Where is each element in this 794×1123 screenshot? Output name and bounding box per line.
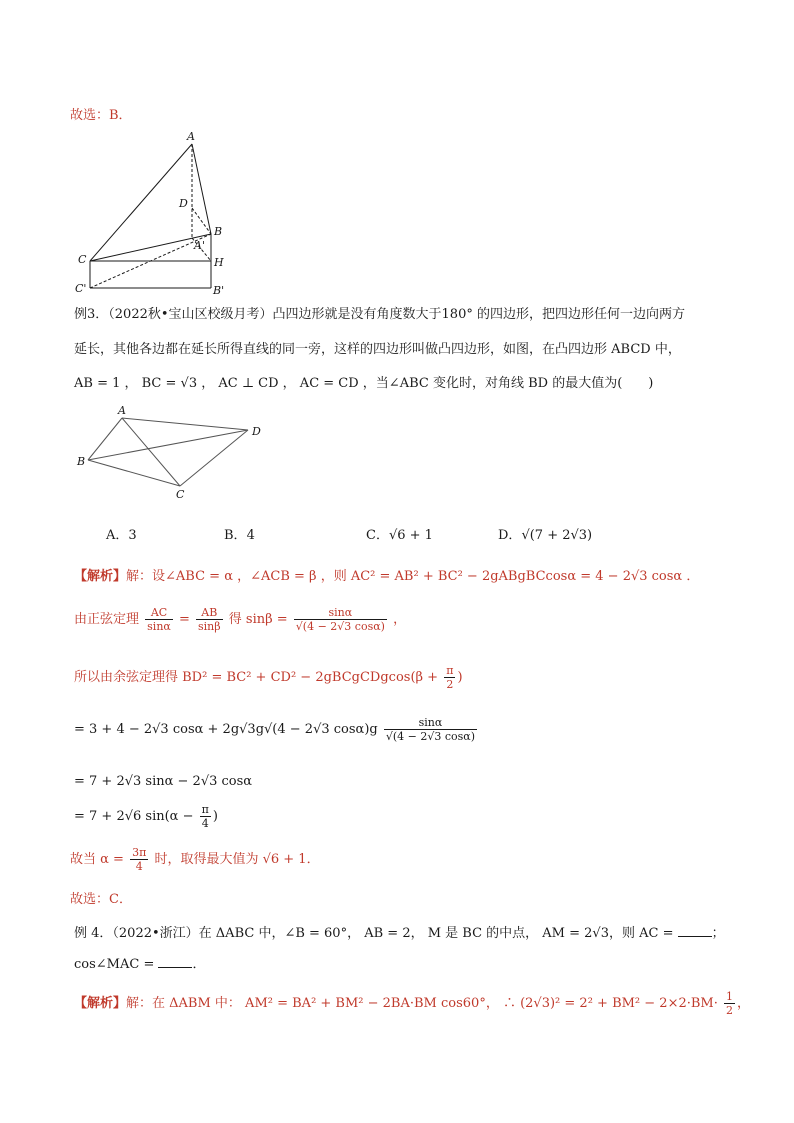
option-a — [106, 524, 137, 543]
label-b: B — [214, 225, 223, 238]
solution-line5: = 7 + 2√3 sinα − 2√3 cosα — [74, 774, 253, 789]
frac-sinb: $\frac{\sin\alpha}{√(4 - 2√3 \cos\alpha)}$ — [295, 606, 385, 633]
solution-line8: 故选：C． — [70, 892, 132, 907]
ex4-solution: 【解析】解：在 ΔABM 中： AM² = BA² + BM² − 2BA·BM cos60°， ∴ (2√3)² = 2² + BM² − 2×2·BM· $\frac{1}{2}$ ， — [74, 990, 751, 1017]
option-c-label: C． — [366, 528, 389, 543]
label-c: C — [176, 488, 185, 501]
s7-pre: 故当 α = — [70, 852, 124, 867]
blank-cos — [158, 955, 192, 968]
solution-line4 — [74, 716, 479, 743]
solution-line2: 由正弦定理 $\frac{AC}{\sin\alpha}$ = $\frac{AB}{\sin\beta}$ 得 sinβ = $\frac{\sin\alpha}{√(4 - 2√3 \cos\alpha)}$ ， — [74, 606, 407, 633]
label-ap: A' — [194, 239, 205, 252]
frac-pi-2: $\frac{\pi}{2}$ — [446, 664, 454, 691]
ex4-line2-text: cos∠MAC = — [74, 957, 155, 972]
blank-ac — [678, 924, 712, 937]
option-d-value: √(7 + 2√3) — [521, 528, 593, 543]
s4-pre: = 3 + 4 − 2√3 cosα + 2g√3g√(4 − 2√3 cosα)g — [74, 722, 378, 737]
option-b-label: B． — [224, 528, 247, 543]
edge-cd — [180, 430, 248, 486]
frac-ab-sinb: $\frac{AB}{\sin\beta}$ — [198, 606, 221, 633]
edge-cb — [90, 234, 211, 261]
s6-pre: = 7 + 2√6 sin(α − — [74, 809, 194, 824]
label-bp: B' — [213, 284, 225, 297]
solution-s1: 解：设∠ABC = α ，∠ACB = β ，则 AC² = AB² + BC² − 2gABgBCcosα = 4 − 2√3 cosα ． — [126, 569, 700, 584]
option-d — [498, 524, 592, 543]
frac-pi-4: $\frac{\pi}{4}$ — [201, 803, 209, 830]
ex3-line3: AB = 1 ， BC = √3 ， AC ⊥ CD ， AC = CD ，当∠ABC 变化时，对角线 BD 的最大值为( ) — [74, 376, 654, 391]
diag-bd — [88, 430, 248, 460]
option-c-value: √6 + 1 — [388, 528, 433, 543]
solution-line7 — [70, 846, 320, 873]
frac-1-2: $\frac{1}{2}$ — [726, 990, 734, 1017]
label-c: C — [78, 253, 87, 266]
option-a-value: 3 — [128, 528, 137, 543]
solution-line3: 所以由余弦定理得 BD² = BC² + CD² − 2gBCgCDgcos(β + $\frac{\pi}{2}$ ) — [74, 664, 463, 691]
label-a: A — [187, 130, 195, 143]
edge-ab — [88, 418, 122, 460]
s2-pre: 由正弦定理 — [74, 612, 140, 627]
label-h: H — [214, 256, 224, 269]
answer-b: 故选：B． — [70, 108, 132, 123]
edge-ac — [90, 144, 192, 261]
label-d: D — [252, 425, 261, 438]
ex4-line1-text: 例 4．（2022•浙江）在 ΔABC 中，∠B = 60°， AB = 2， M 是 BC 的中点， AM = 2√3，则 AC = — [74, 926, 674, 941]
option-b — [224, 524, 255, 543]
solution-line1 — [74, 565, 699, 584]
option-d-label: D． — [498, 528, 522, 543]
option-b-value: 4 — [246, 528, 255, 543]
label-cp: C' — [75, 282, 87, 295]
ex4-line2: cos∠MAC = ． — [74, 957, 206, 972]
frac-ac-sina: $\frac{AC}{\sin\alpha}$ — [147, 606, 171, 633]
edge-ad — [122, 418, 248, 430]
option-c — [366, 524, 433, 543]
edge-bc — [88, 460, 180, 486]
option-a-label: A． — [106, 528, 129, 543]
solution-tag: 【解析】 — [74, 569, 127, 584]
label-b: B — [77, 455, 86, 468]
ex4-line1: 例 4．（2022•浙江）在 ΔABC 中，∠B = 60°， AB = 2， M 是 BC 的中点， AM = 2√3，则 AC = ； — [74, 926, 725, 941]
ex3-line2: 延长，其他各边都在延长所得直线的同一旁，这样的四边形叫做凸四边形，如图，在凸四边形 ABCD 中， — [74, 342, 681, 357]
frac-sina-root: $\frac{\sin\alpha}{√(4 - 2√3 \cos\alpha)}$ — [385, 716, 476, 743]
ex3-line1: 例3．（2022秋•宝山区校级月考）凸四边形就是没有角度数大于180° 的四边形，把四边形任何一边向两方 — [74, 307, 685, 322]
solution-line6: = 7 + 2√6 sin(α − $\frac{\pi}{4}$ ) — [74, 803, 218, 830]
ex4-tag: 【解析】 — [74, 996, 127, 1011]
s7-post: 时，取得最大值为 √6 + 1． — [154, 852, 320, 867]
ex4-sol-pre: 解：在 ΔABM 中： AM² = BA² + BM² − 2BA·BM cos60°， ∴ (2√3)² = 2² + BM² − 2×2·BM· — [126, 996, 718, 1011]
figure-prism — [68, 128, 238, 298]
s3-pre: 所以由余弦定理得 BD² = BC² + CD² − 2gBCgCDgcos(β + — [74, 670, 439, 685]
frac-3pi-4: $\frac{3\pi}{4}$ — [132, 846, 147, 873]
figure-quadrilateral — [72, 400, 272, 505]
label-a: A — [118, 404, 126, 417]
label-d: D — [179, 197, 188, 210]
s2-mid: 得 sinβ = — [228, 612, 288, 627]
